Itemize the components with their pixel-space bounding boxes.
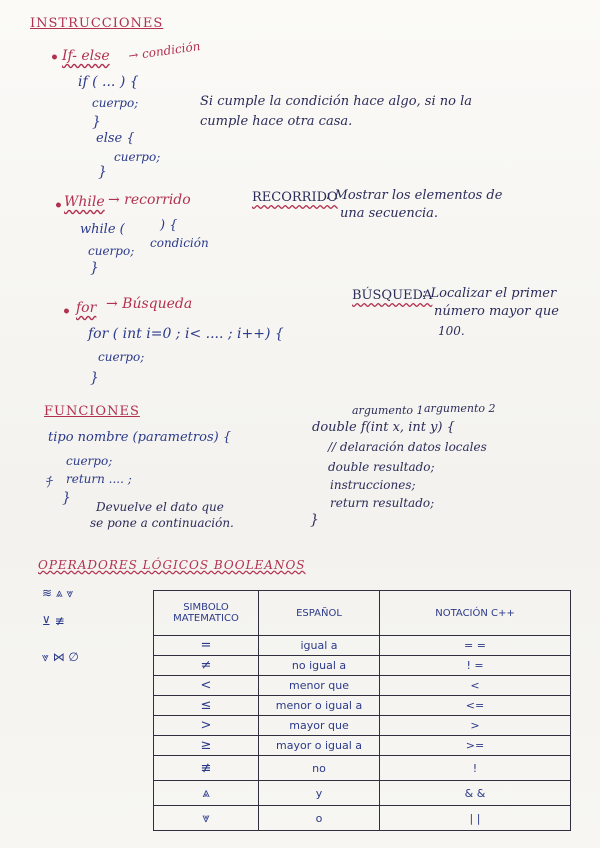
spanish-term: o xyxy=(259,806,380,831)
cpp-notation: | | xyxy=(380,806,571,831)
definition-recorrido: : Mostrar los elementos de xyxy=(326,188,503,203)
arg2-label: argumento 2 xyxy=(424,402,496,415)
column-header: ESPAÑOL xyxy=(259,591,380,636)
code-line: cuerpo; xyxy=(88,244,135,258)
operators-table xyxy=(153,590,571,831)
code-line: while ( xyxy=(80,222,125,237)
term-busqueda: BÚSQUEDA xyxy=(352,288,433,303)
code-line: instrucciones; xyxy=(330,478,416,492)
math-symbol: ≠ xyxy=(154,656,259,676)
code-line: return .... ; xyxy=(66,472,132,486)
for-title: for xyxy=(76,300,97,316)
column-header: NOTACIÓN C++ xyxy=(380,591,571,636)
side-note: ⩔ ⋈ ∅ xyxy=(42,650,79,664)
table-row xyxy=(154,676,571,696)
table-row xyxy=(154,696,571,716)
ifelse-description: cumple hace otra casa. xyxy=(200,114,353,129)
math-symbol: ≢ xyxy=(154,756,259,781)
code-line: ) { xyxy=(160,218,178,233)
section-heading-funciones: FUNCIONES xyxy=(44,404,140,419)
section-heading-instrucciones: INSTRUCCIONES xyxy=(30,16,164,31)
code-line: cuerpo; xyxy=(92,96,139,110)
spanish-term: menor o igual a xyxy=(259,696,380,716)
bullet: • xyxy=(50,50,59,66)
table-row xyxy=(154,716,571,736)
ifelse-condition-note: → condición xyxy=(127,39,202,63)
code-line: if ( ... ) { xyxy=(78,74,139,90)
section-heading-operadores: OPERADORES LÓGICOS BOOLEANOS xyxy=(38,558,306,572)
spanish-term: mayor o igual a xyxy=(259,736,380,756)
spanish-term: mayor que xyxy=(259,716,380,736)
math-symbol: ≤ xyxy=(154,696,259,716)
table-row xyxy=(154,736,571,756)
code-line: cuerpo; xyxy=(98,350,145,364)
for-arrow-note: → Búsqueda xyxy=(106,296,193,312)
arg1-label: argumento 1 xyxy=(352,404,424,417)
cpp-notation: > xyxy=(380,716,571,736)
bullet: • xyxy=(62,304,71,320)
definition-busqueda: : Localizar el primer xyxy=(422,286,557,301)
cpp-notation: <= xyxy=(380,696,571,716)
return-note: se pone a continuación. xyxy=(90,516,234,530)
table-row xyxy=(154,756,571,781)
cpp-notation: >= xyxy=(380,736,571,756)
side-note: ≋ ⩓ ⩔ xyxy=(42,586,74,600)
while-title: While xyxy=(64,194,105,210)
side-note: ⊻ ≢ xyxy=(42,614,65,628)
return-mark: ﾁ xyxy=(46,475,53,491)
code-line: } xyxy=(98,164,107,180)
code-line: } xyxy=(90,260,99,276)
code-line: } xyxy=(92,114,101,130)
spanish-term: igual a xyxy=(259,636,380,656)
code-line: return resultado; xyxy=(330,496,435,510)
code-line: cuerpo; xyxy=(66,454,113,468)
cpp-notation: ! = xyxy=(380,656,571,676)
bullet: • xyxy=(54,198,63,214)
math-symbol: ≥ xyxy=(154,736,259,756)
term-recorrido: RECORRIDO xyxy=(252,190,338,205)
code-line: for ( int i=0 ; i< .... ; i++) { xyxy=(88,326,284,342)
spanish-term: menor que xyxy=(259,676,380,696)
math-symbol: > xyxy=(154,716,259,736)
while-arrow-note: → recorrido xyxy=(108,192,191,208)
code-line: double resultado; xyxy=(328,460,435,474)
code-line: else { xyxy=(96,131,135,146)
math-symbol: < xyxy=(154,676,259,696)
cpp-notation: ! xyxy=(380,756,571,781)
code-line: } xyxy=(310,512,319,528)
return-note: Devuelve el dato que xyxy=(96,500,224,514)
cpp-notation: = = xyxy=(380,636,571,656)
code-line: double f(int x, int y) { xyxy=(312,420,455,435)
table-row xyxy=(154,636,571,656)
math-symbol: = xyxy=(154,636,259,656)
cpp-notation: < xyxy=(380,676,571,696)
table-header-row xyxy=(154,591,571,636)
table-row xyxy=(154,656,571,676)
code-line: // delaración datos locales xyxy=(328,440,487,454)
math-symbol: ⩔ xyxy=(154,806,259,831)
cpp-notation: & & xyxy=(380,781,571,806)
code-line: } xyxy=(90,370,99,386)
spanish-term: no xyxy=(259,756,380,781)
table-row xyxy=(154,806,571,831)
code-line: tipo nombre (parametros) { xyxy=(48,430,232,445)
definition-busqueda: número mayor que xyxy=(434,304,559,319)
spanish-term: no igual a xyxy=(259,656,380,676)
ifelse-description: Si cumple la condición hace algo, si no la xyxy=(200,94,473,109)
math-symbol: ⩓ xyxy=(154,781,259,806)
while-condition-note: condición xyxy=(150,236,209,250)
column-header: SIMBOLO MATEMATICO xyxy=(154,591,259,636)
table-row xyxy=(154,781,571,806)
spanish-term: y xyxy=(259,781,380,806)
definition-busqueda: 100. xyxy=(438,324,465,338)
ifelse-title: If- else xyxy=(62,48,110,64)
code-line: } xyxy=(62,490,71,506)
definition-recorrido: una secuencia. xyxy=(340,206,439,221)
code-line: cuerpo; xyxy=(114,150,161,164)
